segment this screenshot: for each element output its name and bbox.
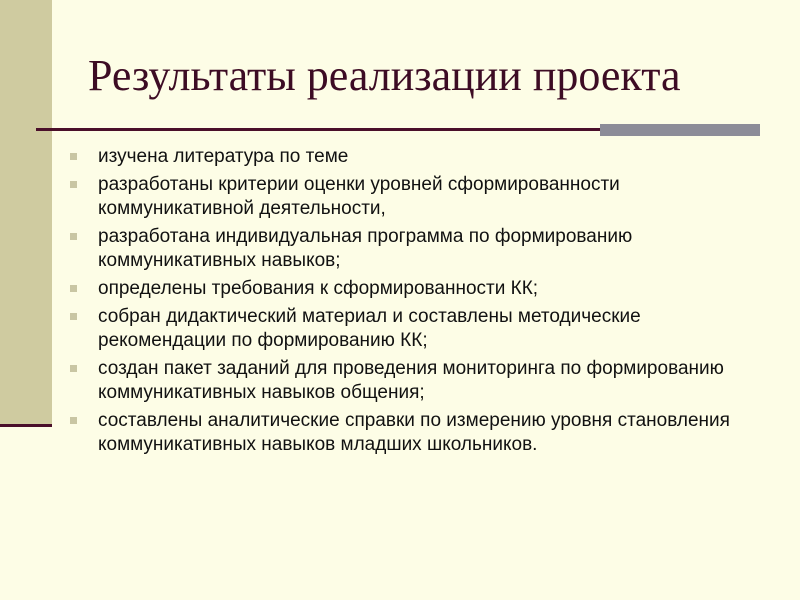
square-bullet-icon [70,181,77,188]
square-bullet-icon [70,285,77,292]
slide-title: Результаты реализации проекта [88,51,681,100]
bullet-item [70,305,770,353]
bullet-text: изучена литература по теме [98,146,349,167]
side-decoration-line [0,424,52,427]
square-bullet-icon [70,417,77,424]
bullet-item [70,277,770,301]
bullet-text: создан пакет заданий для проведения мониторинга по формированию коммуникативных навыков общения; [98,358,724,403]
bullet-text: определены требования к сформированности КК; [98,278,539,299]
bullet-text: разработаны критерии оценки уровней сформированности коммуникативной деятельности, [98,174,620,219]
bullet-item [70,173,770,221]
square-bullet-icon [70,233,77,240]
square-bullet-icon [70,365,77,372]
bullet-item [70,409,770,457]
square-bullet-icon [70,153,77,160]
bullet-list [70,145,770,461]
bullet-item [70,357,770,405]
bullet-text: составлены аналитические справки по измерению уровня становления коммуникативных навыков младших школьников. [98,410,730,455]
side-decoration-band [0,0,52,425]
bullet-item [70,225,770,273]
bullet-item [70,145,770,169]
bullet-text: разработана индивидуальная программа по формированию коммуникативных навыков; [98,226,633,271]
bullet-text: собран дидактический материал и составлены методические рекомендации по формированию КК; [98,306,641,351]
title-underline-block [600,124,760,136]
square-bullet-icon [70,313,77,320]
